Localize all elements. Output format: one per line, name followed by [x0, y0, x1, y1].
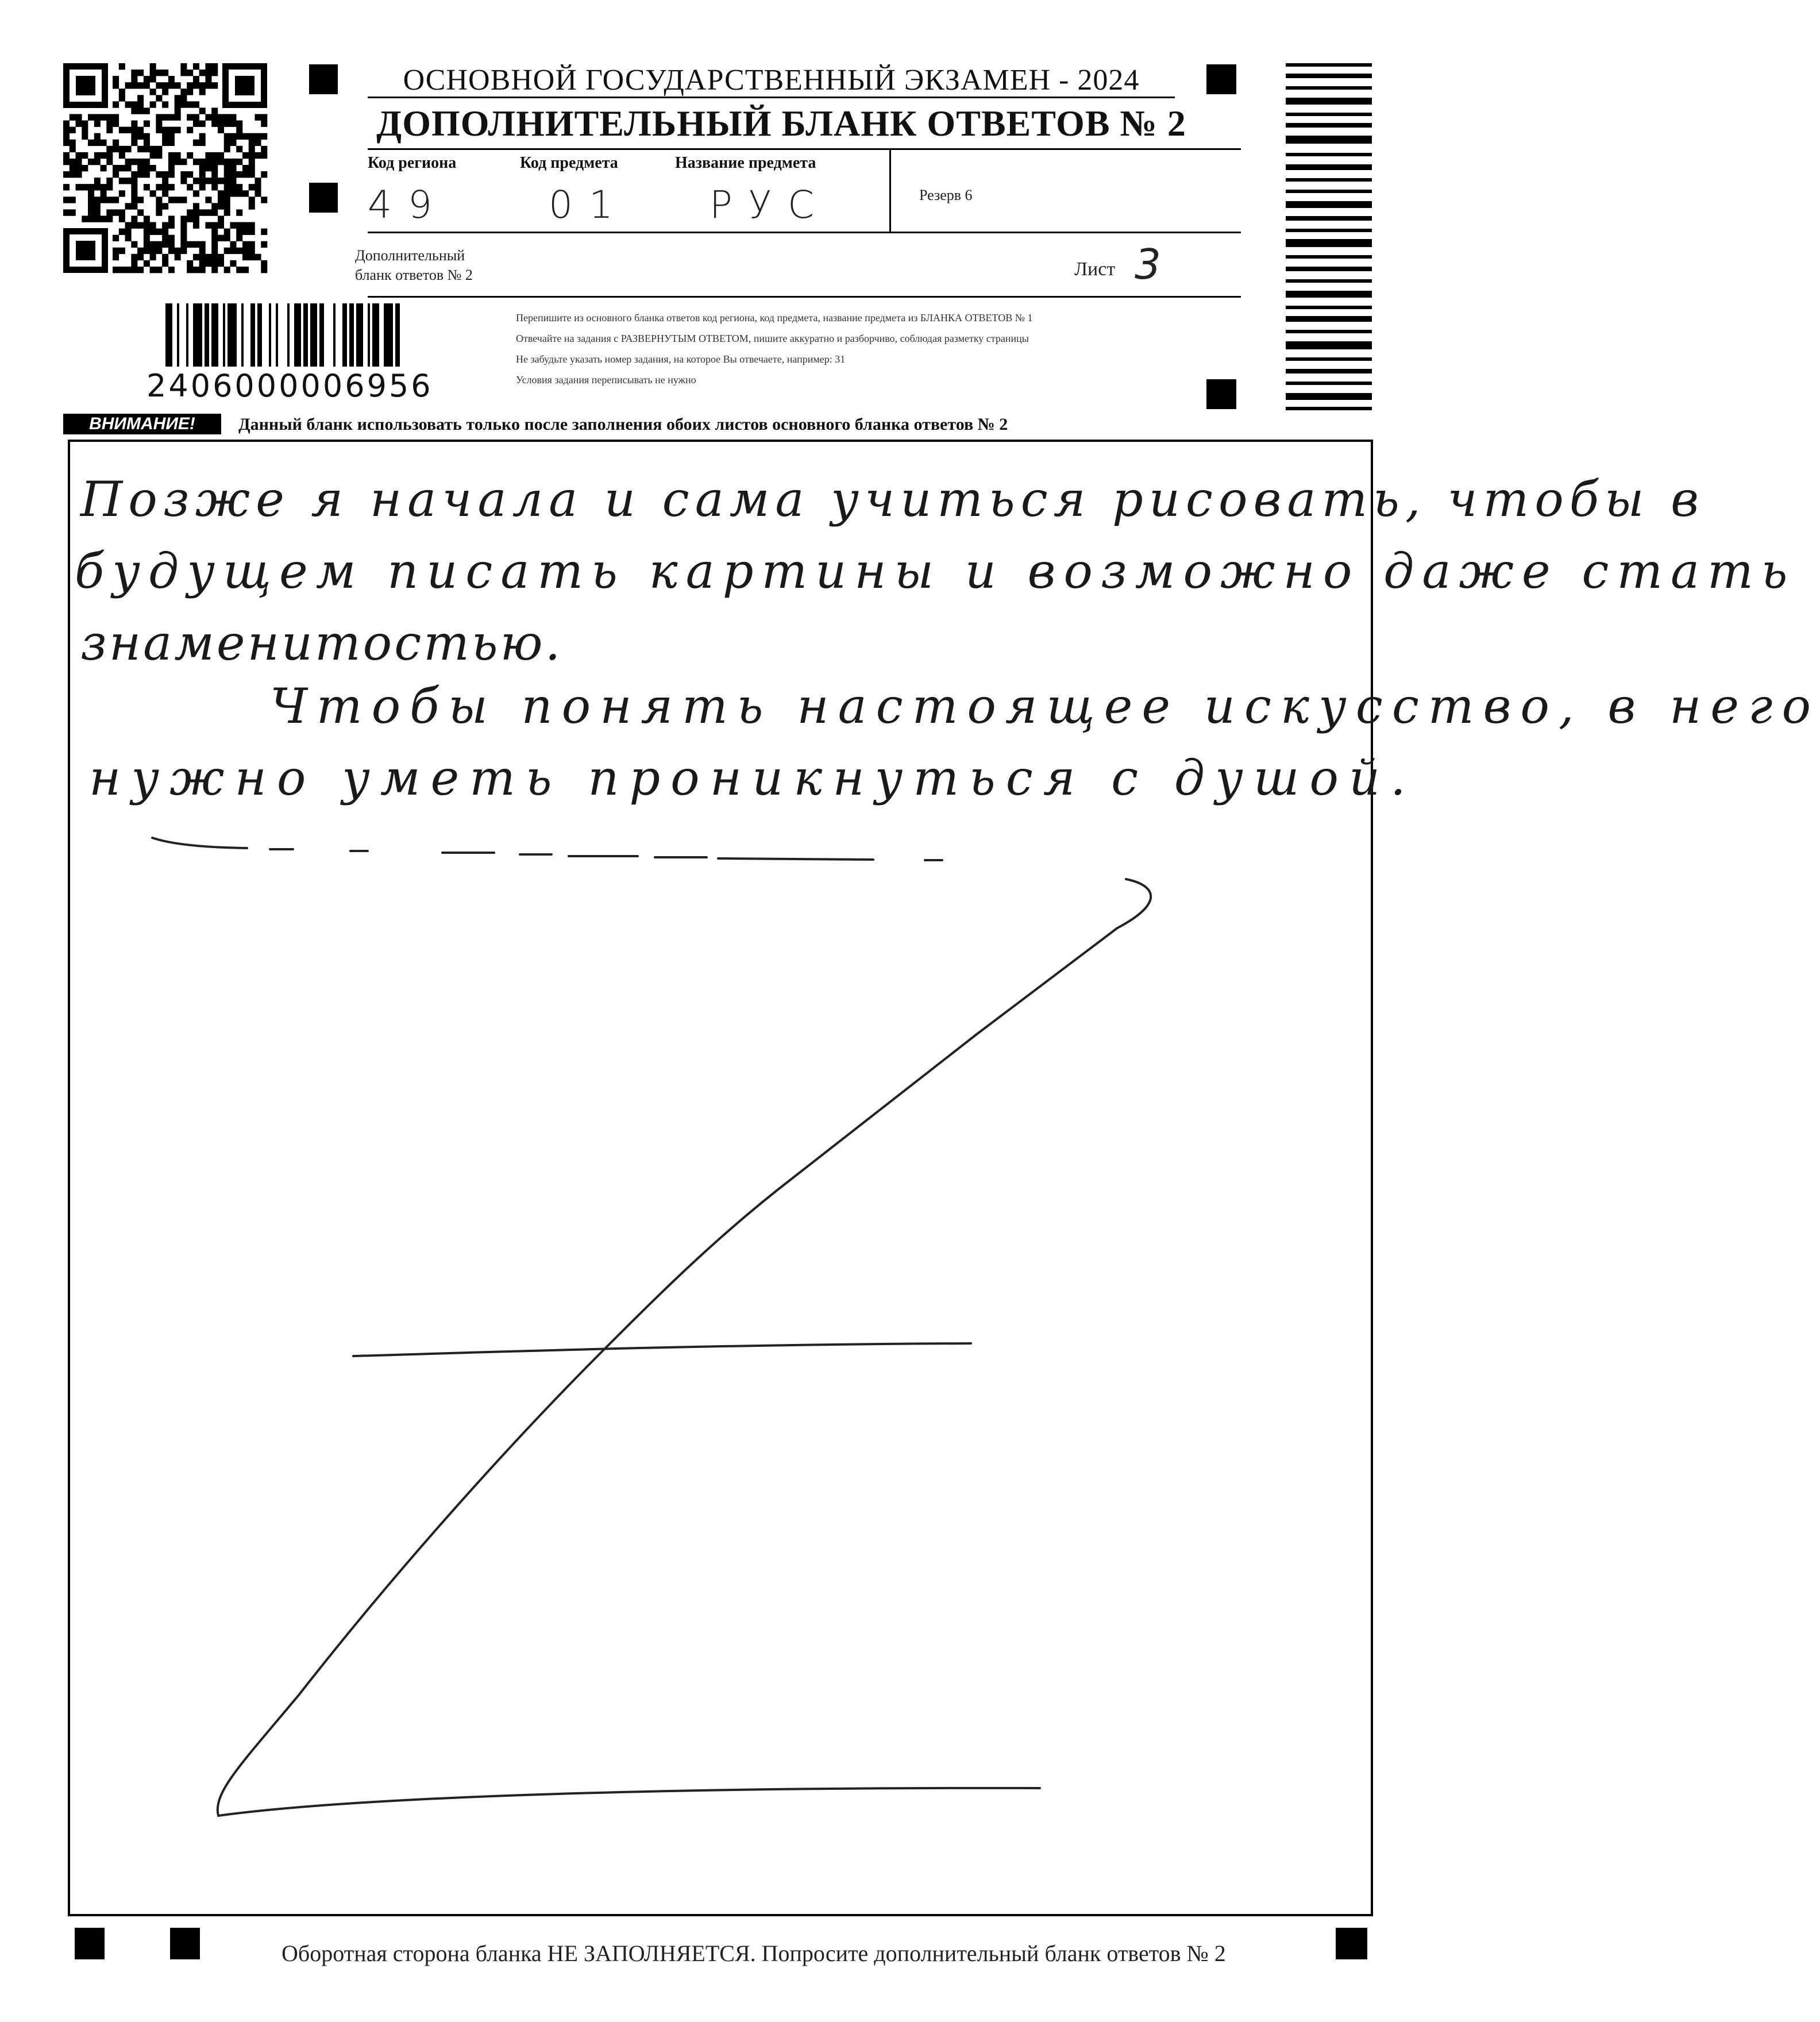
answer-line: нужно уметь проникнуться с душой.: [89, 750, 1416, 806]
instruction-line: Условия задания переписывать не нужно: [516, 374, 696, 386]
answer-line: знаменитостью.: [80, 615, 563, 671]
extra-form-label-line1: Дополнительный: [355, 247, 465, 264]
region-code-label: Код региона: [368, 154, 457, 172]
warning-badge: ВНИМАНИЕ!: [63, 414, 221, 434]
footer-note: Оборотная сторона бланка НЕ ЗАПОЛНЯЕТСЯ. Попросите дополнительный бланк ответов № 2: [282, 1940, 1226, 1966]
answer-line: Позже я начала и сама учиться рисовать, чтобы в: [80, 471, 1705, 527]
reserve-label: Резерв 6: [919, 187, 973, 203]
barcode-number: 2406000006956: [146, 368, 433, 404]
subject-name-label: Название предмета: [675, 154, 816, 172]
answer-line: будущем писать картины и возможно даже стать: [75, 543, 1796, 599]
registration-mark: [75, 1928, 105, 1959]
sheet-value: 3: [1135, 240, 1177, 288]
subject-code-label: Код предмета: [520, 154, 618, 172]
extra-form-label-line2: бланк ответов № 2: [355, 267, 473, 283]
subject-name-value: РУС: [710, 183, 831, 227]
subject-code-value: 01: [549, 183, 629, 227]
registration-mark: [170, 1928, 200, 1959]
warning-text: Данный бланк использовать только после заполнения обоих листов основного бланка ответов № 2: [238, 415, 1008, 434]
instruction-line: Не забудьте указать номер задания, на которое Вы отвечаете, например: 31: [516, 353, 846, 365]
exam-title: ОСНОВНОЙ ГОСУДАРСТВЕННЫЙ ЭКЗАМЕН - 2024: [403, 64, 1140, 97]
sheet-label: Лист: [1074, 259, 1116, 280]
registration-mark: [1336, 1928, 1367, 1959]
form-title: ДОПОЛНИТЕЛЬНЫЙ БЛАНК ОТВЕТОВ № 2: [376, 103, 1186, 144]
instruction-line: Отвечайте на задания с РАЗВЕРНУТЫМ ОТВЕТОМ, пишите аккуратно и разборчиво, соблюдая разметку страницы: [516, 333, 1029, 344]
region-code-value: 49: [368, 183, 448, 227]
answer-line: Чтобы понять настоящее искусство, в него: [270, 678, 1820, 734]
instruction-line: Перепишите из основного бланка ответов код региона, код предмета, название предмета из БЛАНКА ОТВЕТОВ № 1: [516, 312, 1033, 323]
